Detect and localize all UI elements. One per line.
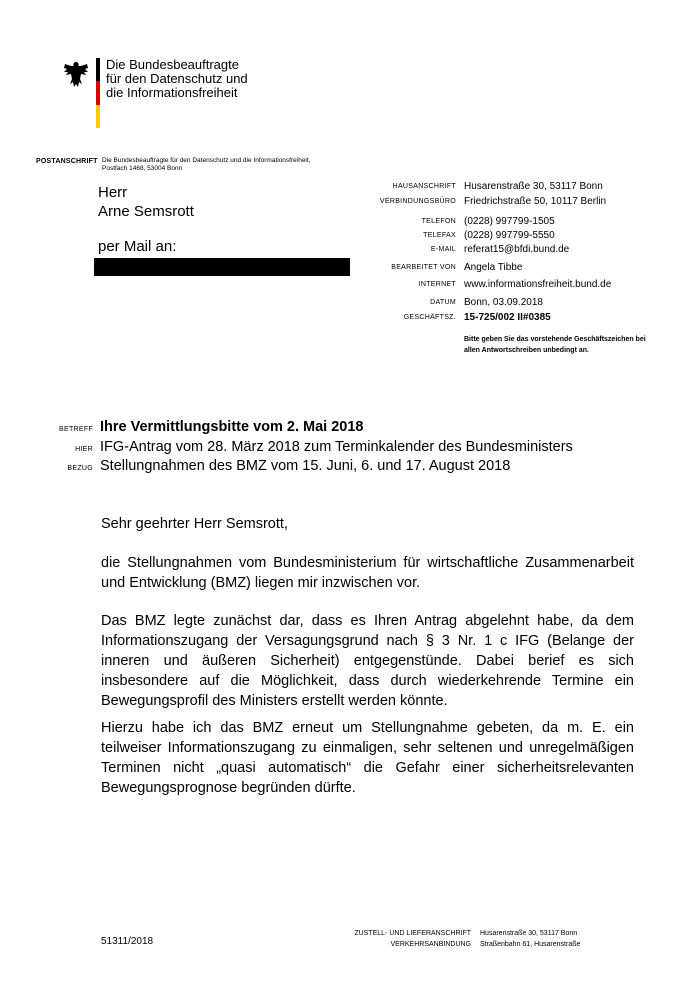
- footer-value: Husarenstraße 30, 53117 Bonn: [480, 930, 578, 937]
- meta-label: GESCHÄFTSZ.: [403, 314, 456, 321]
- meta-label: TELEFAX: [423, 232, 456, 239]
- postanschrift-label: POSTANSCHRIFT: [36, 158, 98, 165]
- authority-name: [106, 58, 248, 100]
- meta-label: TELEFON: [421, 218, 456, 225]
- meta-value: Husarenstraße 30, 53117 Bonn: [464, 181, 603, 192]
- paragraph: die Stellungnahmen vom Bundesministerium für wirtschaftliche Zusammenarbeit und Entwicklung (BMZ) liegen mir inzwischen vor.: [101, 555, 634, 591]
- recipient-name: Arne Semsrott: [98, 203, 194, 220]
- reference-note-line: allen Antwortschreiben unbedingt an.: [464, 347, 589, 354]
- subject-text: Stellungnahmen des BMZ vom 15. Juni, 6. und 17. August 2018: [100, 458, 511, 474]
- federal-eagle-icon: [63, 60, 89, 90]
- email-link[interactable]: referat15@bfdi.bund.de: [464, 244, 570, 255]
- meta-value: Friedrichstraße 50, 10117 Berlin: [464, 196, 607, 207]
- postanschrift-line: Die Bundesbeauftragte für den Datenschutz und die Informationsfreiheit,: [102, 157, 311, 164]
- subject-label: BETREFF: [59, 426, 93, 433]
- authority-line: Die Bundesbeauftragte: [106, 57, 239, 72]
- authority-line: die Informationsfreiheit: [106, 85, 238, 100]
- meta-label: VERBINDUNGSBÜRO: [379, 198, 456, 205]
- meta-label: BEARBEITET VON: [391, 264, 456, 271]
- reference-note-line: Bitte geben Sie das vorstehende Geschäftszeichen bei: [464, 336, 646, 343]
- meta-label: DATUM: [430, 299, 456, 306]
- recipient-via: per Mail an:: [98, 238, 177, 255]
- postanschrift-text: [102, 157, 311, 173]
- paragraph: Das BMZ legte zunächst dar, dass es Ihren Antrag abgelehnt habe, da dem Informationszugang der Versagungsgrund nach § 3 Nr. 1 c IFG (Belange der inneren und äußeren Sicherheit) entgegenstünde. Dabei berief es sich insbesondere auf die Möglichkeit, dass durch wiederkehrende Termine ein Bewegungsprofil des Ministers erstellt werden könnte.: [101, 613, 634, 709]
- authority-line: für den Datenschutz und: [106, 71, 248, 86]
- meta-label: E-MAIL: [430, 246, 456, 253]
- reference-number: 15-725/002 II#0385: [464, 312, 551, 323]
- subject-label: HIER: [75, 446, 93, 453]
- meta-value: Angela Tibbe: [464, 262, 523, 273]
- greeting: Sehr geehrter Herr Semsrott,: [101, 516, 288, 532]
- website-link[interactable]: www.informationsfreiheit.bund.de: [464, 279, 612, 290]
- footer-value: Straßenbahn 61, Husarenstraße: [480, 941, 581, 948]
- postanschrift-line: Postfach 1468, 53004 Bonn: [102, 165, 183, 172]
- meta-value: (0228) 997799-1505: [464, 216, 555, 227]
- document-number: 51311/2018: [101, 936, 154, 947]
- recipient-salutation: Herr: [98, 184, 128, 201]
- reference-note: [464, 334, 646, 356]
- subject-title: Ihre Vermittlungsbitte vom 2. Mai 2018: [100, 419, 364, 435]
- meta-label: HAUSANSCHRIFT: [392, 183, 456, 190]
- subject-text: IFG-Antrag vom 28. März 2018 zum Terminkalender des Bundesministers: [100, 439, 573, 455]
- date-value: Bonn, 03.09.2018: [464, 297, 543, 308]
- footer-label: VERKEHRSANBINDUNG: [390, 941, 471, 948]
- subject-label: BEZUG: [67, 465, 93, 472]
- meta-label: INTERNET: [418, 281, 456, 288]
- paragraph: Hierzu habe ich das BMZ erneut um Stellungnahme gebeten, da m. E. ein teilweiser Informationszugang zu einmaligen, sehr seltenen und unregelmäßigen Terminen nicht „quasi automatisch“ die Gefahr einer sicherheitsrelevanten Bewegungsprognose begründen dürfte.: [101, 720, 634, 796]
- flag-bar: [96, 58, 100, 128]
- footer-label: ZUSTELL- UND LIEFERANSCHRIFT: [354, 930, 471, 937]
- meta-value: (0228) 997799-5550: [464, 230, 555, 241]
